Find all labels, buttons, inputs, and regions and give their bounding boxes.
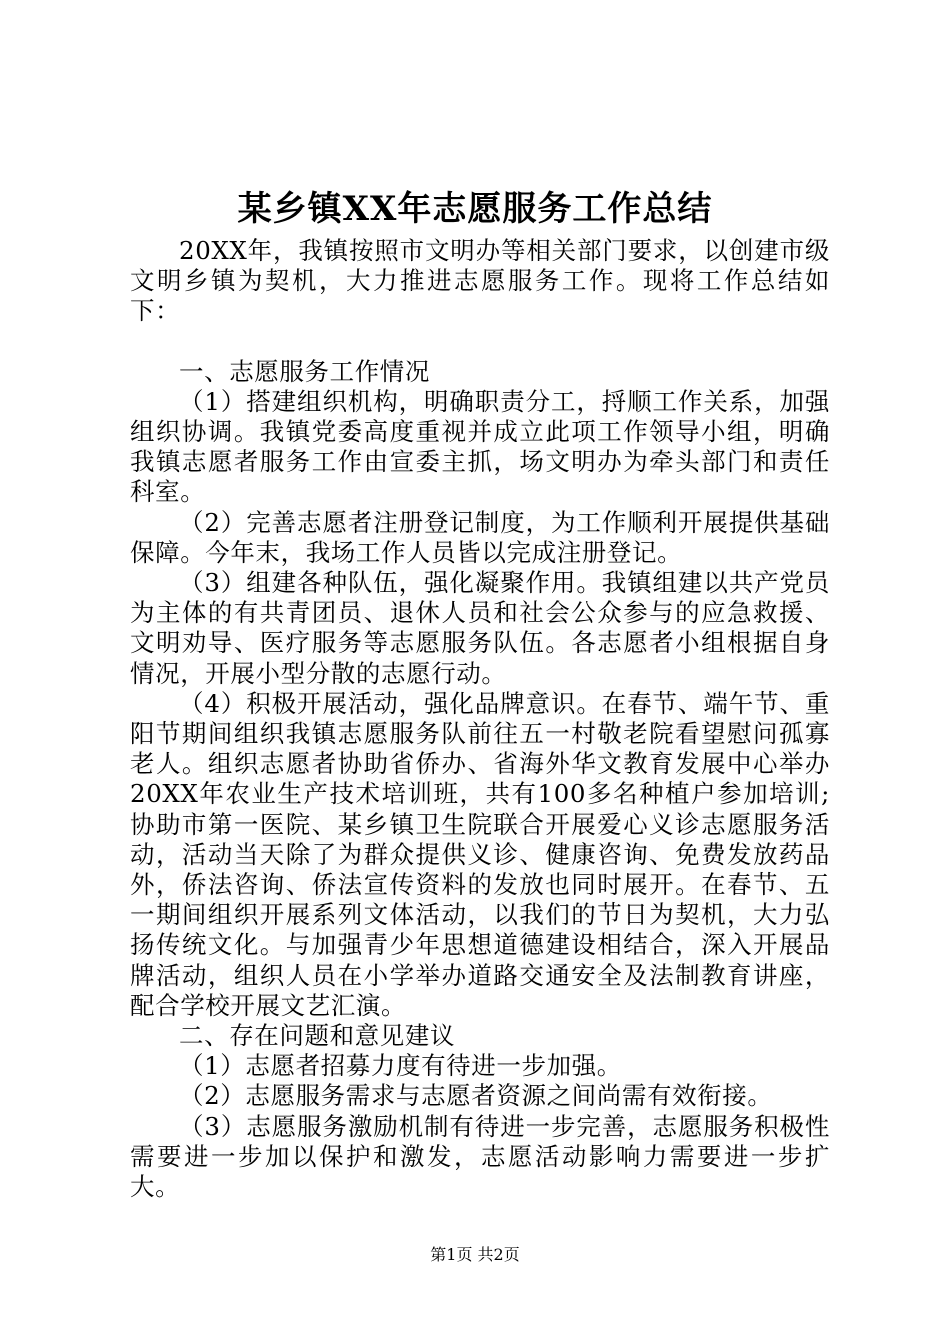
document-title: 某乡镇XX年志愿服务工作总结 <box>237 189 713 229</box>
paragraph-item-3: （3）组建各种队伍，强化凝聚作用。我镇组建以共产党员为主体的有共青团员、退休人员和社会公众参与的应急救援、文明劝导、医疗服务等志愿服务队伍。各志愿者小组根据自身情况，开展小型分散的志愿行动。 <box>130 568 830 688</box>
page-number-footer: 第1页 共2页 <box>430 1245 520 1264</box>
paragraph-item-1: （1）搭建组织机构，明确职责分工，捋顺工作关系，加强组织协调。我镇党委高度重视并成立此项工作领导小组，明确我镇志愿者服务工作由宣委主抓，场文明办为牵头部门和责任科室。 <box>130 386 830 507</box>
issue-item-1: （1）志愿者招募力度有待进一步加强。 <box>179 1051 622 1081</box>
issue-item-2: （2）志愿服务需求与志愿者资源之间尚需有效衔接。 <box>179 1081 773 1111</box>
section-heading-1: 一、志愿服务工作情况 <box>179 356 430 386</box>
intro-paragraph: 20XX年，我镇按照市文明办等相关部门要求，以创建市级文明乡镇为契机，大力推进志愿服务工作。现将工作总结如下： <box>130 236 830 326</box>
section-heading-2: 二、存在问题和意见建议 <box>179 1021 456 1051</box>
document-body <box>130 236 830 1202</box>
paragraph-item-4: （4）积极开展活动，强化品牌意识。在春节、端午节、重阳节期间组织我镇志愿服务队前往五一村敬老院看望慰问孤寡老人。组织志愿者协助省侨办、省海外华文教育发展中心举办20XX年农业生产技术培训班，共有100多名种植户参加培训;协助市第一医院、某乡镇卫生院联合开展爱心义诊志愿服务活动，活动当天除了为群众提供义诊、健康咨询、免费发放药品外，侨法咨询、侨法宣传资料的发放也同时展开。在春节、五一期间组织开展系列文体活动，以我们的节日为契机，大力弘扬传统文化。与加强青少年思想道德建设相结合，深入开展品牌活动，组织人员在小学举办道路交通安全及法制教育讲座，配合学校开展文艺汇演。 <box>130 688 830 1020</box>
paragraph-item-2: （2）完善志愿者注册登记制度，为工作顺利开展提供基础保障。今年末，我场工作人员皆以完成注册登记。 <box>130 507 830 567</box>
issue-item-3: （3）志愿服务激励机制有待进一步完善，志愿服务积极性需要进一步加以保护和激发，志愿活动影响力需要进一步扩大。 <box>130 1111 830 1202</box>
